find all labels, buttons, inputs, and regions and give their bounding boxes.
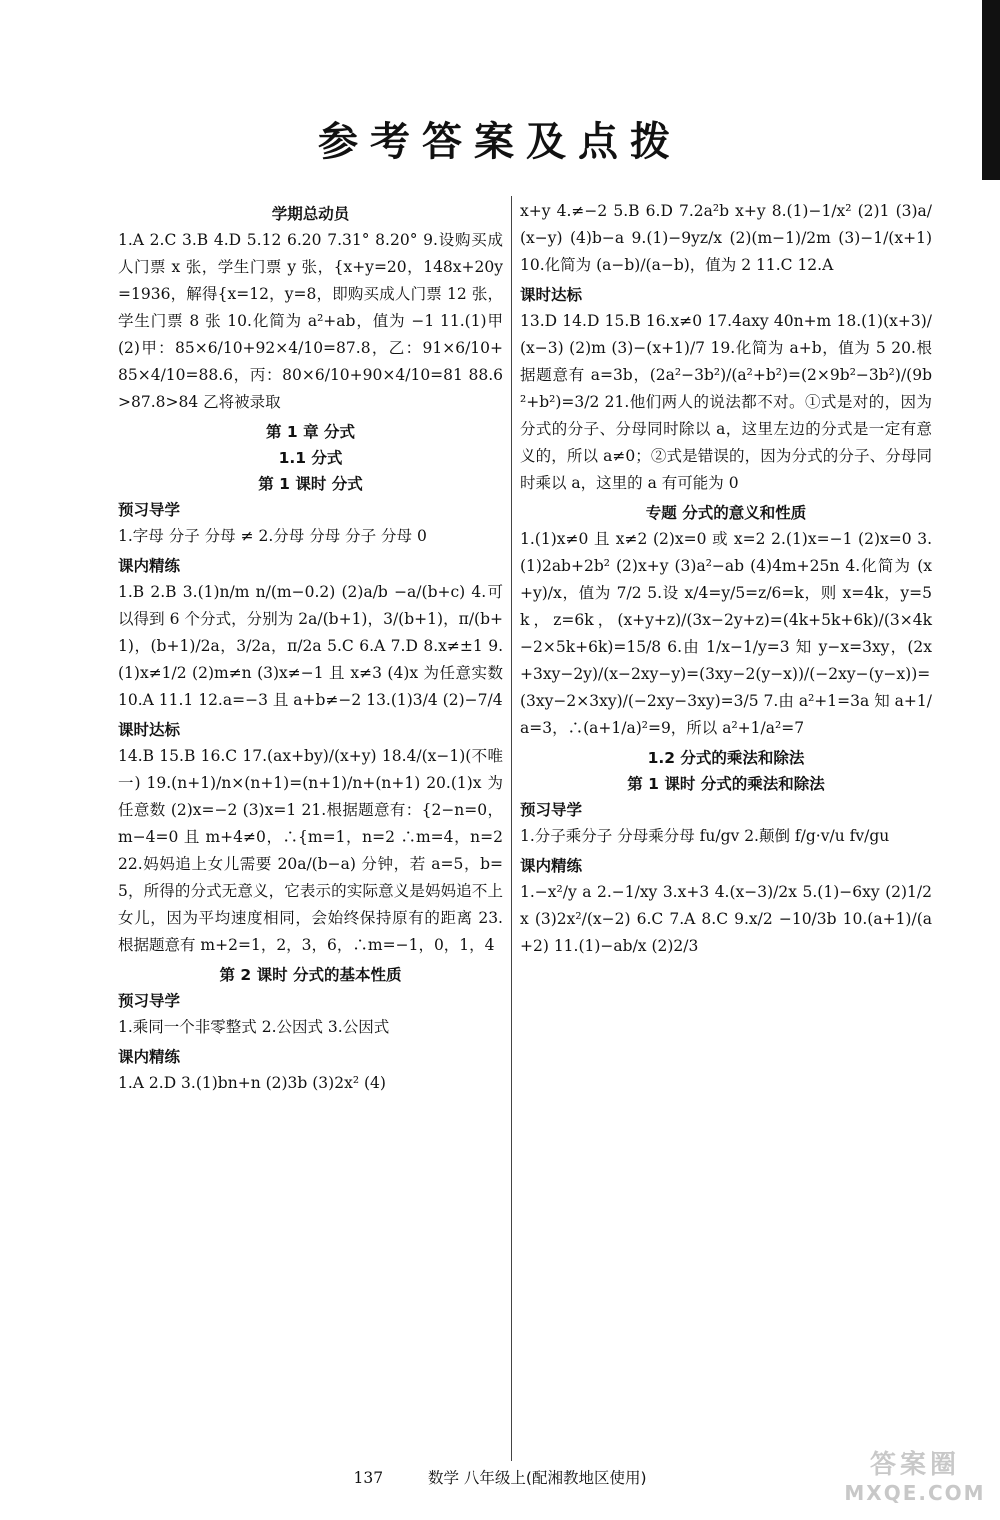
answer-paragraph: 1.分子乘分子 分母乘分母 fu/gv 2.颠倒 f/g·v/u fv/gu [520,827,890,845]
section-heading: 第 1 课时 分式 [258,475,363,493]
watermark-top-text: 答案圈 [869,1450,960,1480]
section-heading: 第 1 章 分式 [266,423,355,441]
answer-paragraph: 1.乘同一个非零整式 2.公因式 3.公因式 [118,1018,390,1036]
section-heading: 第 2 课时 分式的基本性质 [219,966,402,984]
section-heading: 1.2 分式的乘法和除法 [647,749,805,767]
answer-paragraph: 1.B 2.B 3.(1)n/m n/(m−0.2) (2)a/b −a/(b+c) 4.可以得到 6 个分式，分别为 2a/(b+1)，3/(b+1)，π/(b+1)，(b+1)/2a，3/2a，π/2a 5.C 6.A 7.D 8.x≠±1 9.(1)x≠1/2 (2)m≠n (3)x≠−1 且 x≠3 (4)x 为任意实数 10.A 11.1 12.a=−3 且 a+b≠−2 13.(1)3/4 (2)−7/4 [118,583,503,709]
section-heading: 课时达标 [520,286,583,304]
answer-paragraph: x+y 4.≠−2 5.B 6.D 7.2a²b x+y 8.(1)−1/x² (2)1 (3)a/(x−y) (4)b−a 9.(1)−9yz/x (2)(m−1)/2m (3)−1/(x+1) 10.化简为 (a−b)/(a−b)，值为 2 11.C 12.A [520,202,932,274]
left-column [118,198,503,1097]
answer-paragraph: 1.字母 分子 分母 ≠ 2.分母 分母 分子 分母 0 [118,527,427,545]
section-heading: 1.1 分式 [278,449,343,467]
watermark-logo [840,1444,990,1514]
section-heading: 第 1 课时 分式的乘法和除法 [627,775,825,793]
section-heading: 课内精练 [118,557,181,575]
answer-paragraph: 1.−x²/y a 2.−1/xy 3.x+3 4.(x−3)/2x 5.(1)−6xy (2)1/2x (3)2x²/(x−2) 6.C 7.A 8.C 9.x/2 −10/3b 10.(a+1)/(a+2) 11.(1)−ab/x (2)2/3 [520,883,932,955]
section-heading: 课内精练 [118,1048,181,1066]
watermark-bottom-text: MXQE.COM [844,1481,986,1505]
page-number: 137 [353,1469,384,1487]
section-heading: 预习导学 [118,501,181,519]
answer-paragraph: 1.(1)x≠0 且 x≠2 (2)x=0 或 x=2 2.(1)x=−1 (2)x=0 3.(1)2ab+2b² (2)x+y (3)a²−ab (4)4m+25n 4.化简为 (x+y)/x，值为 7/2 5.设 x/4=y/5=z/6=k，则 x=4k，y=5k，z=6k，(x+y+z)/(3x−2y+z)=(4k+5k+6k)/(3×4k−2×5k+6k)=15/8 6.由 1/x−1/y=3 知 y−x=3xy，(2x+3xy−2y)/(x−2xy−y)=(3xy−2(y−x))/(−2xy−(y−x))=(3xy−2×3xy)/(−2xy−3xy)=3/5 7.由 a²+1=3a 知 a+1/a=3，∴(a+1/a)²=9，所以 a²+1/a²=7 [520,530,932,737]
section-heading: 学期总动员 [271,205,350,223]
section-heading: 预习导学 [520,801,583,819]
section-heading: 预习导学 [118,992,181,1010]
column-divider [511,196,512,1461]
page-title: 参考答案及点拨 [318,118,682,165]
section-heading: 课内精练 [520,857,583,875]
answer-paragraph: 14.B 15.B 16.C 17.(ax+by)/(x+y) 18.4/(x−1)(不唯一) 19.(n+1)/n×(n+1)=(n+1)/n+(n+1) 20.(1)x 为任意数 (2)x=−2 (3)x=1 21.根据题意有：{2−n=0，m−4=0 且 m+4≠0，∴{m=1，n=2 ∴m=4，n=2 22.妈妈追上女儿需要 20a/(b−a) 分钟，若 a=5，b=5，所得的分式无意义，它表示的实际意义是妈妈追不上女儿，因为平均速度相同，会始终保持原有的距离 23.根据题意有 m+2=1，2，3，6，∴m=−1，0，1，4 [118,747,503,954]
right-column [520,198,932,960]
answer-paragraph: 1.A 2.C 3.B 4.D 5.12 6.20 7.31° 8.20° 9.设购买成人门票 x 张，学生门票 y 张，{x+y=20，148x+20y=1936，解得{x=12，y=8，即购买成人门票 12 张，学生门票 8 张 10.化简为 a²+ab，值为 −1 11.(1)甲 (2)甲：85×6/10+92×4/10=87.8，乙：91×6/10+85×4/10=88.6，丙：80×6/10+90×4/10=81 88.6>87.8>84 乙将被录取 [118,231,503,411]
answer-paragraph: 1.A 2.D 3.(1)bn+n (2)3b (3)2x² (4) [118,1074,386,1092]
book-subject: 数学 八年级上(配湘教地区使用) [428,1469,647,1487]
section-heading: 专题 分式的意义和性质 [645,504,807,522]
section-heading: 课时达标 [118,721,181,739]
answer-paragraph: 13.D 14.D 15.B 16.x≠0 17.4axy 40n+m 18.(1)(x+3)/(x−3) (2)m (3)−(x+1)/7 19.化简为 a+b，值为 5 20.根据题意有 a=3b，(2a²−3b²)/(a²+b²)=(2×9b²−3b²)/(9b²+b²)=3/2 21.他们两人的说法都不对。①式是对的，因为分式的分子、分母同时除以 a，这里左边的分式是一定有意义的，所以 a≠0；②式是错误的，因为分式的分子、分母同时乘以 a，这里的 a 有可能为 0 [520,312,932,492]
